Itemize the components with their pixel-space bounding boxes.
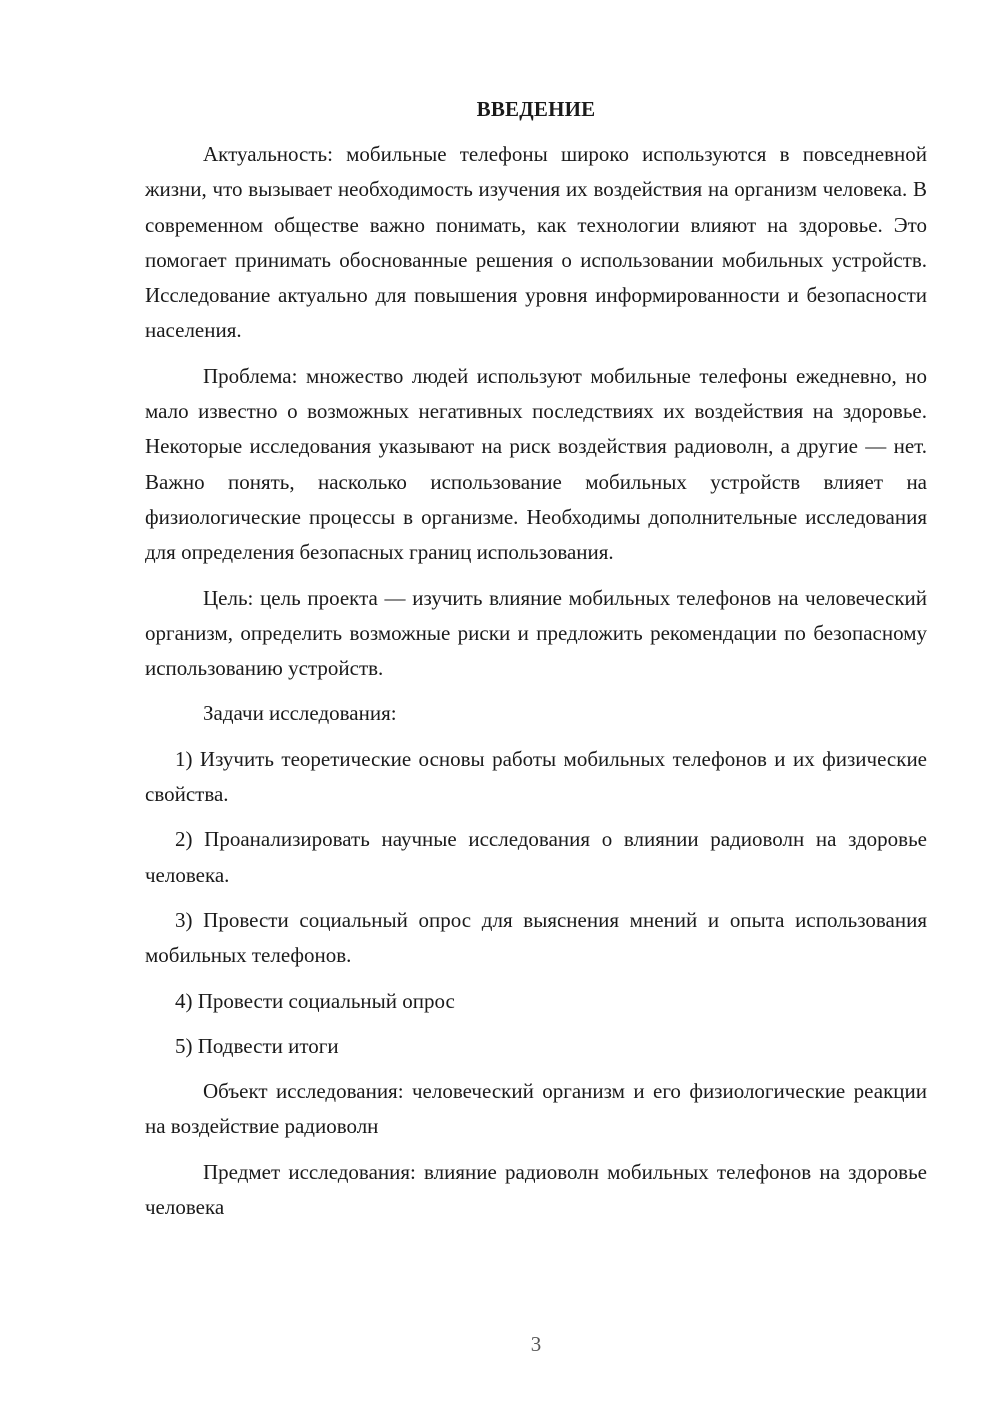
document-page xyxy=(145,92,927,1235)
problem-paragraph: Проблема: множество людей используют мобильные телефоны ежедневно, но мало известно о возможных негативных последствиях их воздействия на здоровье. Некоторые исследования указывают на риск воздействия радиоволн, а другие — нет. Важно понять, насколько использование мобильных устройств влияет на физиологические процессы в организме. Необходимы дополнительные исследования для определения безопасных границ использования. xyxy=(145,363,927,565)
relevance-paragraph: Актуальность: мобильные телефоны широко используются в повседневной жизни, что вызывает необходимость изучения их воздействия на организм человека. В современном обществе важно понимать, как технологии влияют на здоровье. Это помогает принимать обоснованные решения о использовании мобильных устройств. Исследование актуально для повышения уровня информированности и безопасности населения. xyxy=(145,142,927,343)
task-item: 4) Провести социальный опрос xyxy=(175,988,455,1013)
task-item: 3) Провести социальный опрос для выяснения мнений и опыта использования мобильных телефонов. xyxy=(145,907,927,968)
research-object-paragraph: Объект исследования: человеческий организм и его физиологические реакции на воздействие радиоволн xyxy=(145,1079,927,1139)
task-item: 2) Проанализировать научные исследования о влиянии радиоволн на здоровье человека. xyxy=(145,827,927,887)
page-number: 3 xyxy=(530,1332,542,1356)
goal-paragraph: Цель: цель проекта — изучить влияние мобильных телефонов на человеческий организм, определить возможные риски и предложить рекомендации по безопасному использованию устройств. xyxy=(145,585,927,681)
page-title: ВВЕДЕНИЕ xyxy=(476,97,596,121)
task-item: 1) Изучить теоретические основы работы мобильных телефонов и их физические свойства. xyxy=(145,746,927,807)
tasks-heading: Задачи исследования: xyxy=(203,701,397,726)
research-subject-paragraph: Предмет исследования: влияние радиоволн мобильных телефонов на здоровье человека xyxy=(145,1159,927,1220)
task-item: 5) Подвести итоги xyxy=(175,1033,339,1058)
